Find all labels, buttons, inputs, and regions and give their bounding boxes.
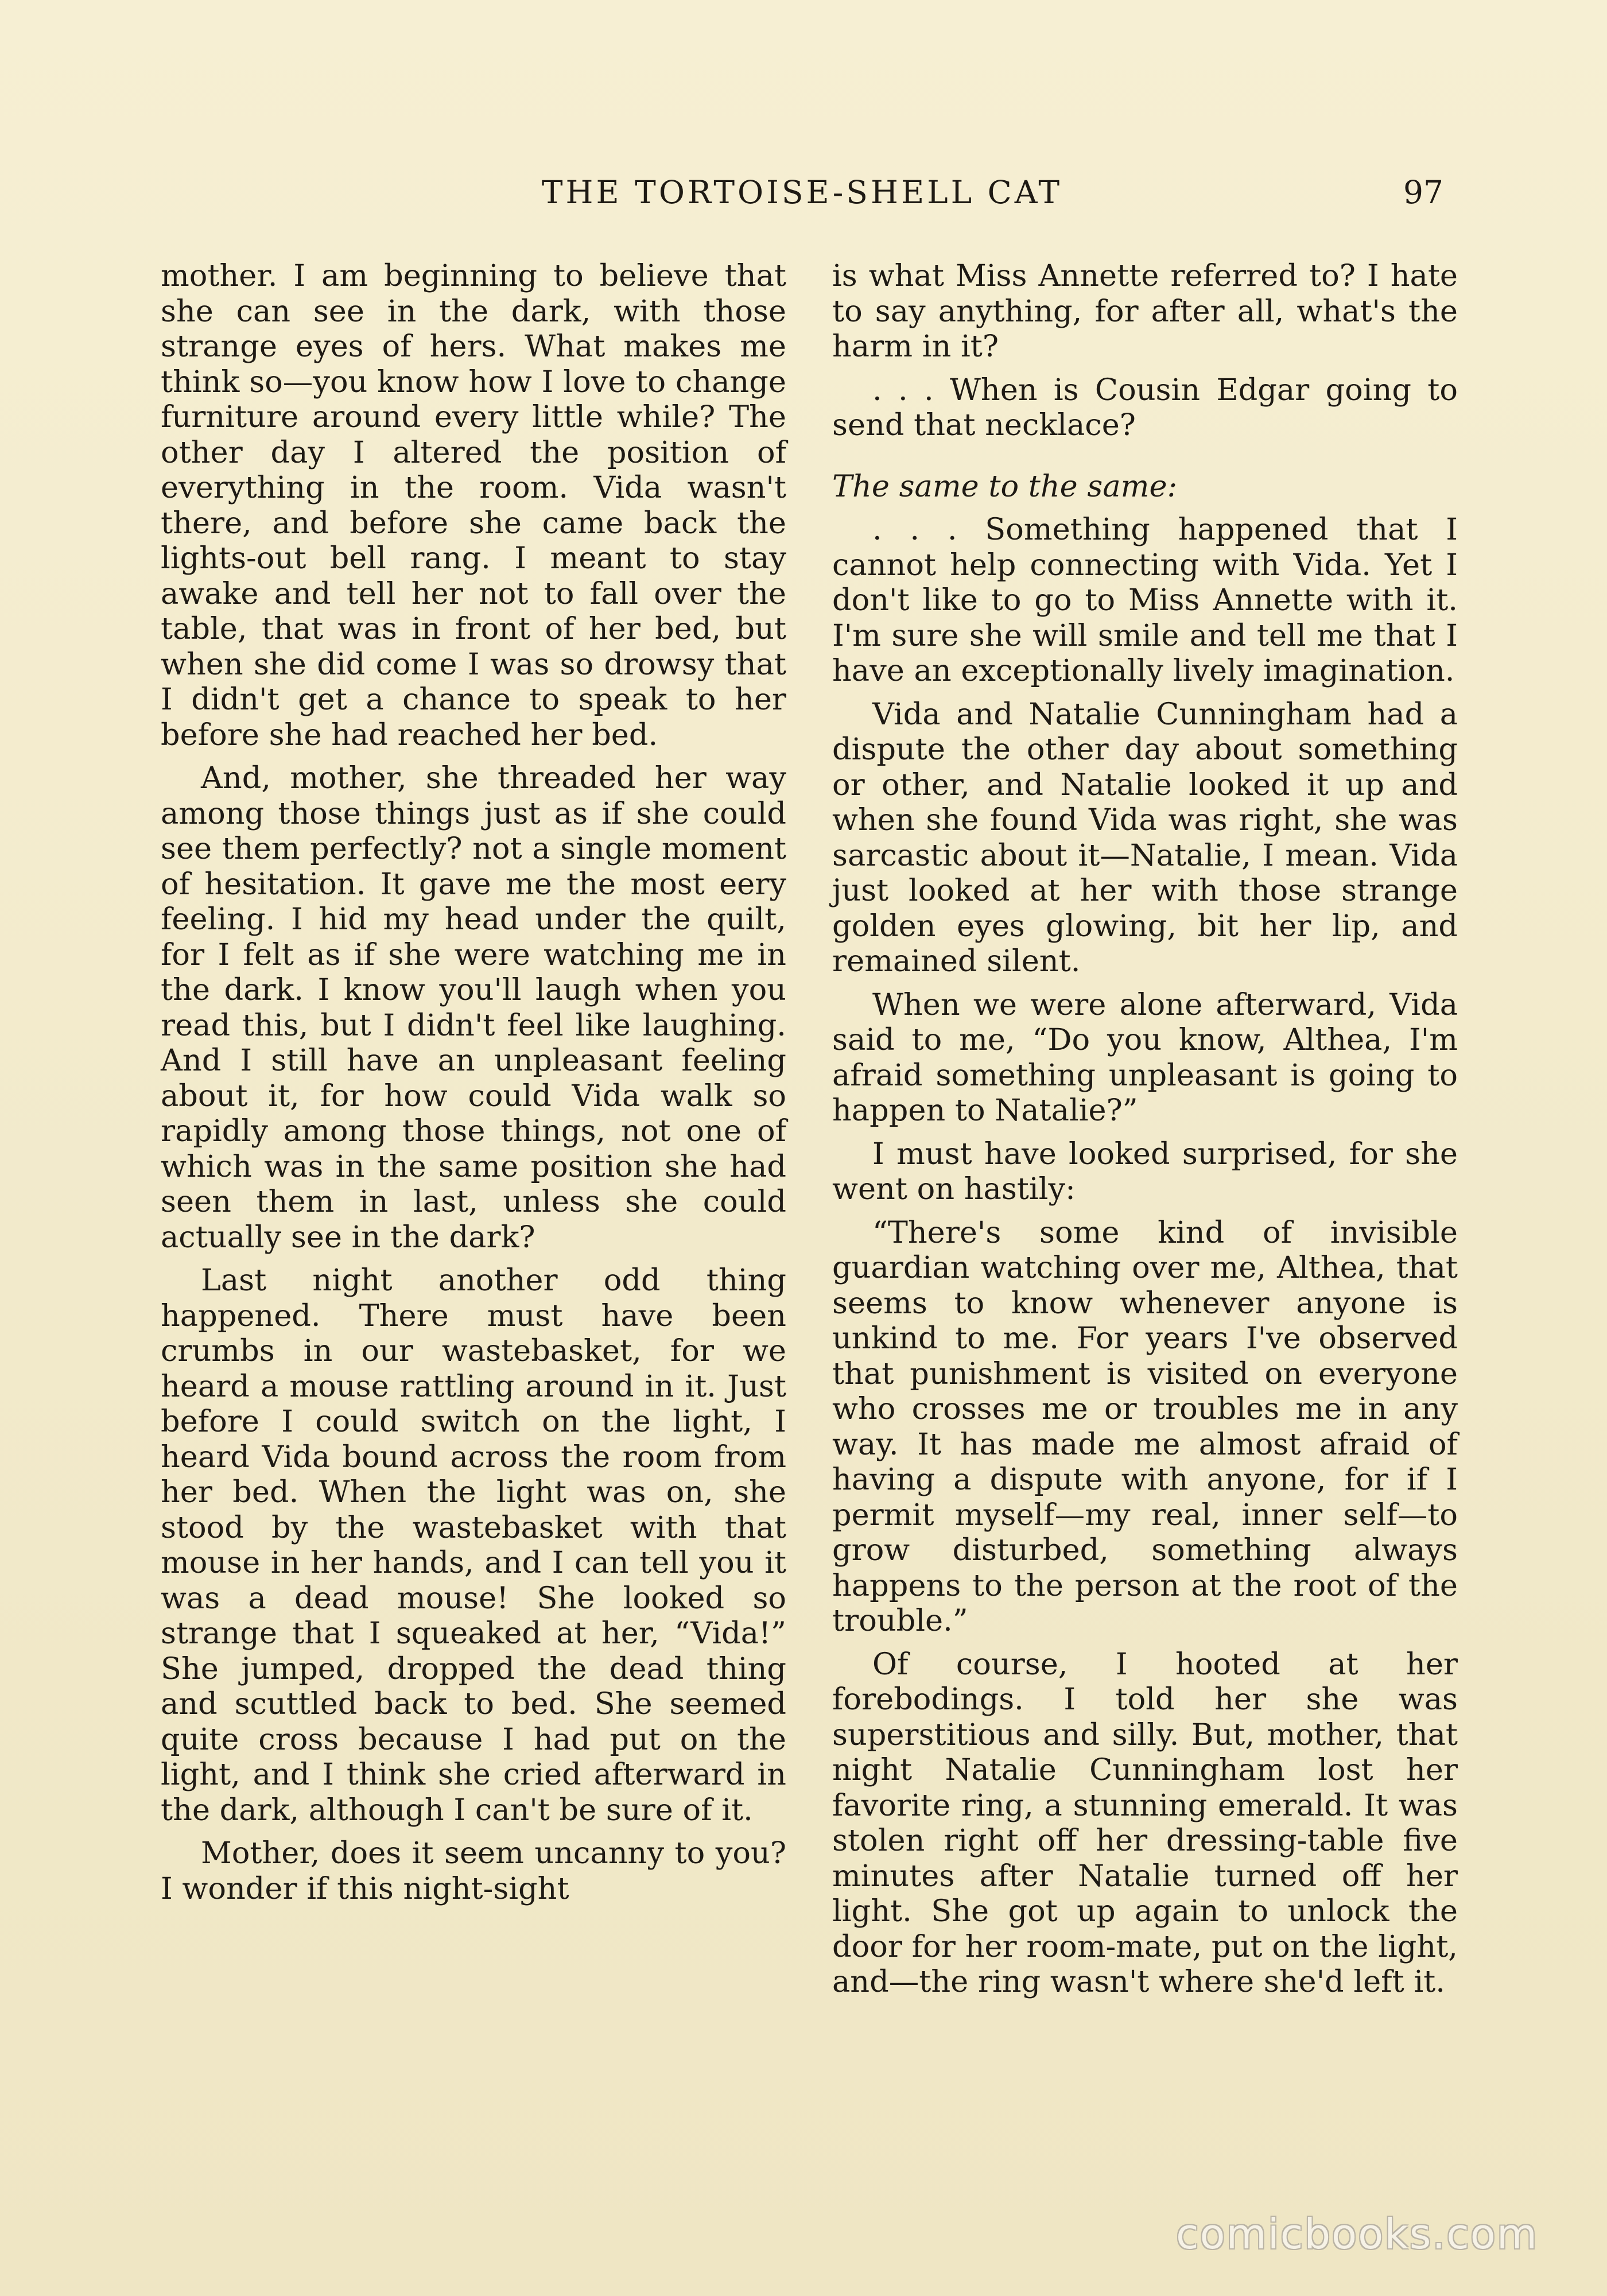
paragraph: And, mother, she threaded her way among those things just as if she could see them perfectly? not a single moment of hesitation. It gave me the most eery feeling. I hid my head under the quilt, for I felt as if she were watching me in the dark. I know you'll laugh when you read this, but I didn't feel like laughing. And I still have an unpleasant feeling about it, for how could Vida walk so rapidly among those things, not one of which was in the same position she had seen them in last, unless she could actually see in the dark? (161, 761, 786, 1255)
paragraph: When we were alone afterward, Vida said to me, “Do you know, Althea, I'm afraid something unpleasant is going to happen to Natalie?” (832, 987, 1458, 1128)
page-header (161, 172, 1443, 218)
paragraph: . . . Something happened that I cannot help connecting with Vida. Yet I don't like to go to Miss Annette with it. I'm sure she will smile and tell me that I have an exceptionally lively imagination. (832, 512, 1458, 688)
paragraph: Vida and Natalie Cunningham had a dispute the other day about something or other, and Natalie looked it up and when she found Vida was right, she was sarcastic about it—Natalie, I mean. Vida just looked at her with those strange golden eyes glowing, bit her lip, and remained silent. (832, 696, 1458, 979)
section-heading: The same to the same: (832, 468, 1178, 504)
right-column (832, 258, 1458, 2008)
paragraph: “There's some kind of invisible guardian watching over me, Althea, that seems to know whenever anyone is unkind to me. For years I've observed that punishment is visited on everyone who crosses me or troubles me in any way. It has made me almost afraid of having a dispute with anyone, for if I permit myself—my real, inner self—to grow disturbed, something always happens to the person at the root of the trouble.” (832, 1215, 1458, 1638)
paragraph: . . . When is Cousin Edgar going to send that necklace? (832, 372, 1458, 443)
paragraph: mother. I am beginning to believe that she can see in the dark, with those strange eyes of hers. What makes me think so—you know how I love to change furniture around every little while? The other day I altered the position of everything in the room. Vida wasn't there, and before she came back the lights-out bell rang. I meant to stay awake and tell her not to fall over the table, that was in front of her bed, but when she did come I was so drowsy that I didn't get a chance to speak to her before she had reached her bed. (161, 258, 786, 753)
paragraph: Of course, I hooted at her forebodings. I told her she was superstitious and silly. But, mother, that night Natalie Cunningham lost her favorite ring, a stunning emerald. It was stolen right off her dressing-table five minutes after Natalie turned off her light. She got up again to unlock the door for her room-mate, put on the light, and—the ring wasn't where she'd left it. (832, 1646, 1458, 1999)
paragraph: I must have looked surprised, for she went on hastily: (832, 1136, 1458, 1207)
watermark: comicbooks.com (1175, 2210, 1538, 2258)
paragraph: is what Miss Annette referred to? I hate to say anything, for after all, what's the harm in it? (832, 258, 1458, 364)
running-head: THE TORTOISE-SHELL CAT (541, 174, 1063, 211)
paragraph: Last night another odd thing happened. There must have been crumbs in our wastebasket, for we heard a mouse rattling around in it. Just before I could switch on the light, I heard Vida bound across the room from her bed. When the light was on, she stood by the wastebasket with that mouse in her hands, and I can tell you it was a dead mouse! She looked so strange that I squeaked at her, “Vida!” She jumped, dropped the dead thing and scuttled back to bed. She seemed quite cross because I had put on the light, and I think she cried afterward in the dark, although I can't be sure of it. (161, 1263, 786, 1828)
left-column (161, 258, 786, 1914)
page-number: 97 (1403, 174, 1443, 211)
paragraph: Mother, does it seem uncanny to you? I wonder if this night-sight (161, 1836, 786, 1906)
